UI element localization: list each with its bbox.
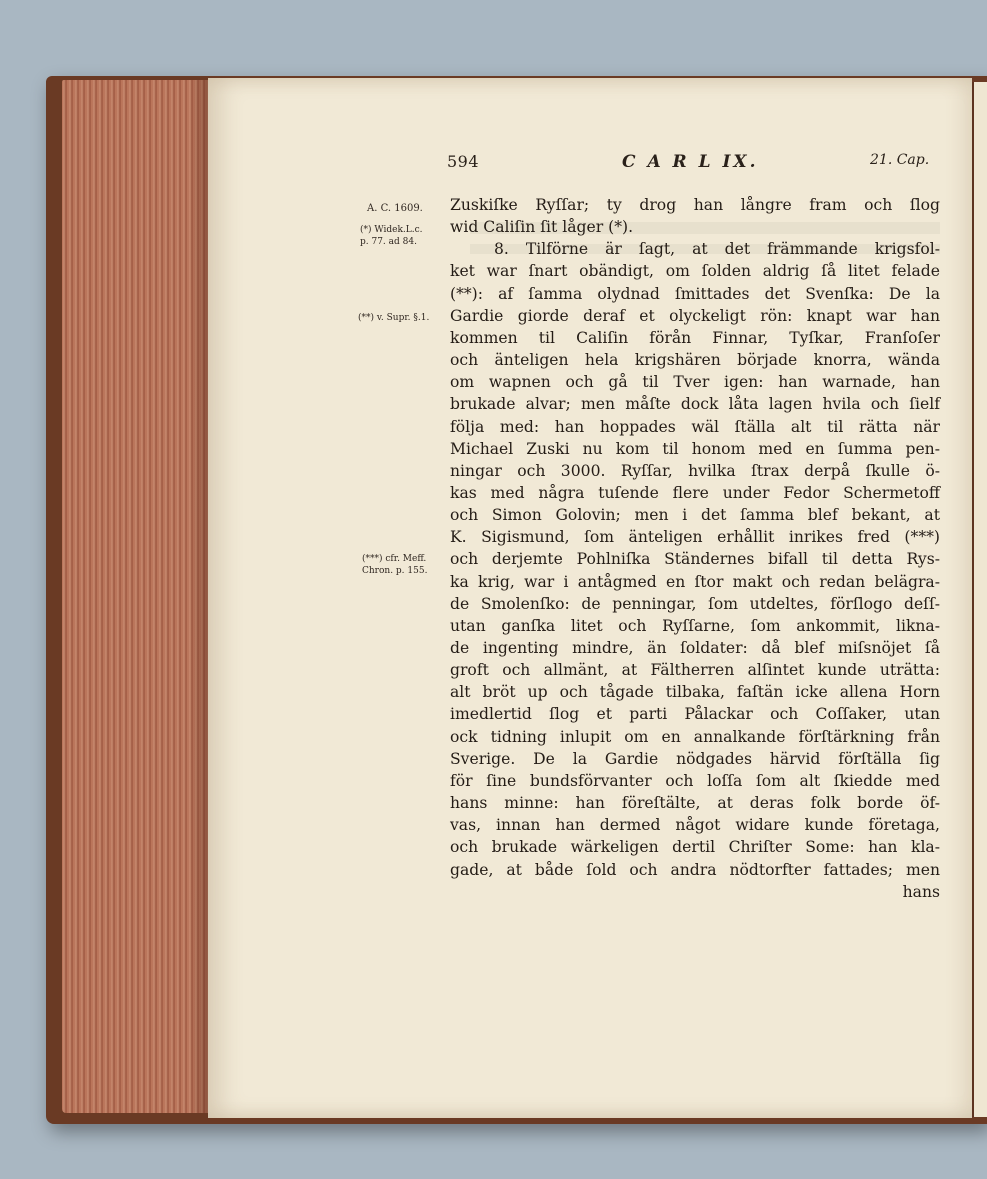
text-line: om wapnen och gå til Tver igen: han warnade, han — [450, 373, 940, 392]
facing-page-edge — [972, 82, 987, 1117]
text-line: brukade alvar; men måſte dock låta lagen hvila och ſielf — [450, 395, 940, 414]
text-line: ock tidning inlupit om en annalkande förſtärkning från — [450, 727, 940, 746]
text-line: Sverige. De la Gardie nödgades härvid förſtälla ſig — [450, 749, 940, 768]
text-line: (**): af ſamma olydnad ſmittades det Svenſka: De la — [450, 284, 940, 303]
margin-note-ref: p. 77. ad 84. — [360, 237, 417, 247]
margin-note-ref: (*) Widek.L.c. — [360, 225, 423, 235]
text-line: 8. Tilförne är ſagt, at det främmande krigsfol- — [494, 240, 940, 259]
text-line: ka krig, war i antågmed en ſtor makt och redan belägra- — [450, 572, 940, 591]
text-line: wid Caliſin ſit låger (*). — [450, 218, 634, 237]
text-line: groft och allmänt, at Fältherren alſintet kunde uträtta: — [450, 661, 940, 680]
text-line: Zuskiſke Ryſſar; ty drog han långre fram och ſlog — [450, 196, 940, 214]
text-line: och Simon Golovin; men i det ſamma blef bekant, at — [450, 506, 940, 525]
text-line: Gardie giorde deraf et olyckeligt rön: knapt war han — [450, 306, 940, 325]
text-line: gade, at både ſold och andra nödtorfter fattades; men — [450, 860, 940, 879]
text-line: kommen til Caliſin förån Finnar, Tyſkar, Franſoſer — [450, 328, 940, 347]
text-line: de Smolenſko: de penningar, ſom utdeltes, förſlogo deſſ- — [450, 594, 940, 613]
text-line: imedlertid ſlog et parti Pålackar och Coſſaker, utan — [450, 705, 940, 724]
margin-note-ref: (***) cfr. Meff. — [362, 554, 427, 564]
text-line: hans minne: han föreſtälte, at deras folk borde öf- — [450, 794, 940, 813]
text-line: kas med några tuſende flere under Fedor Schermetoff — [450, 483, 940, 502]
text-line: vas, innan han dermed något widare kunde företaga, — [450, 816, 940, 835]
chapter-label: 21. Cap. — [870, 152, 930, 168]
page-number: 594 — [447, 152, 480, 171]
text-line: K. Sigismund, ſom änteligen erhållit inrikes fred (***) — [450, 528, 940, 547]
running-title: C A R L IX. — [622, 152, 759, 172]
text-line: de ingenting mindre, än ſoldater: då blef miſsnöjet ſå — [450, 639, 940, 657]
text-line: hans — [902, 882, 940, 901]
text-line: Michael Zuski nu kom til honom med en ſumma pen- — [450, 439, 940, 458]
text-line: ningar och 3000. Ryſſar, hvilka ſtrax derpå ſkulle ö- — [450, 461, 940, 480]
text-line: och brukade wärkeligen dertil Chriſter Some: han kla- — [450, 838, 940, 857]
margin-note-year: A. C. 1609. — [367, 203, 423, 214]
text-line: följa med: han hoppades wäl ſtälla alt til rätta när — [450, 417, 940, 436]
text-line: alt bröt up och tågade tilbaka, faſtän icke allena Horn — [450, 683, 940, 702]
text-line: utan ganſka litet och Ryſſarne, ſom ankommit, likna- — [450, 616, 940, 635]
text-line: ket war ſnart obändigt, om ſolden aldrig ſå litet felade — [450, 262, 940, 281]
margin-note-ref: Chron. p. 155. — [362, 566, 428, 576]
text-line: och derjemte Pohlniſka Ständernes bifall til detta Rys- — [450, 550, 940, 569]
text-line: och änteligen hela krigshären började knorra, wända — [450, 351, 940, 370]
text-line: för ſine bundsförvanter och loſſa ſom alt ſkiedde med — [450, 771, 940, 790]
margin-note-ref: (**) v. Supr. §.1. — [358, 313, 430, 323]
